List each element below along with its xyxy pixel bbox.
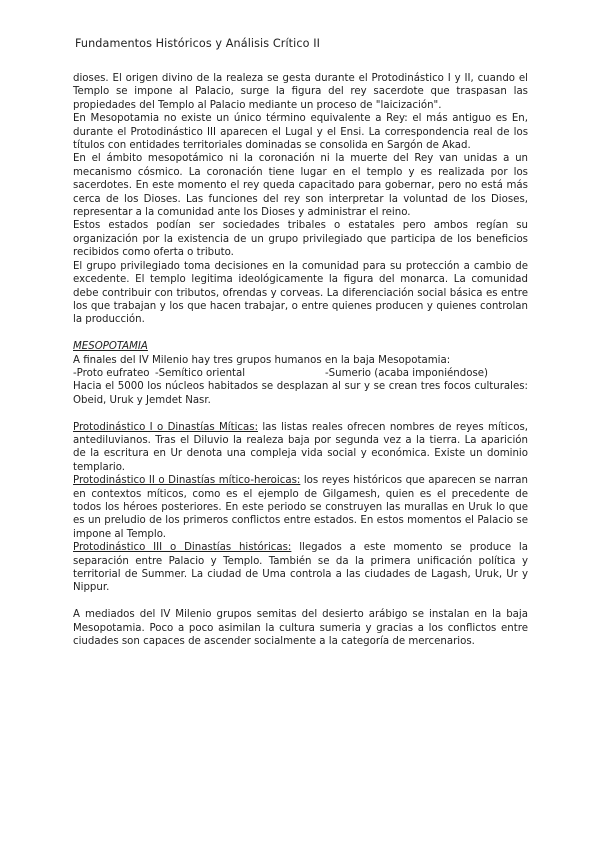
- period-text: llegados a este momento se produce la separación entre Palacio y Templo. También se da la primera unificación política y territorial de Summer. La ciudad de Uma controla a las ciudades de Lagash, Uruk, Ur y Nippur.: [73, 542, 528, 594]
- spacer: [73, 595, 528, 608]
- section-heading: [73, 340, 528, 353]
- period-paragraph: [73, 541, 528, 595]
- period-text: las listas reales ofrecen nombres de reyes míticos, antediluvianos. Tras el Diluvio la realeza baja por segunda vez a la tierra. La aparición de la escritura en Ur denota una compleja vida social y económica. Existe un dominio templario.: [73, 421, 528, 473]
- period-label: Protodinástico II o Dinastías mítico-heroicas:: [73, 475, 301, 487]
- paragraph: En Mesopotamia no existe un único término equivalente a Rey: el más antiguo es En, durante el Protodinástico III aparecen el Lugal y el Ensi. La correspondencia real de los títulos con entidades territoriales dominadas se consolida en Sargón de Akad.: [73, 113, 528, 152]
- group-item: -Sumerio (acaba imponiéndose): [325, 367, 489, 379]
- group-item: -Semítico oriental: [155, 367, 246, 379]
- paragraph: Estos estados podían ser sociedades tribales o estatales pero ambos regían su organización por la existencia de un grupo privilegiado que participa de los beneficios recibidos como oferta o tributo.: [73, 220, 528, 259]
- group-item: -Proto eufrateo: [73, 367, 150, 379]
- period-label: Protodinástico III o Dinastías históricas:: [73, 542, 292, 554]
- period-paragraph: [73, 474, 528, 541]
- period-paragraph: [73, 421, 528, 475]
- paragraph: El grupo privilegiado toma decisiones en la comunidad para su protección a cambio de excedente. El templo legitima ideológicamente la figura del monarca. La comunidad debe contribuir con tributos, ofrendas y corveas. La diferenciación social básica es entre los que trabajan y los que hacen trabajar, o entre quienes producen y quienes controlan la producción.: [73, 260, 528, 326]
- closing-paragraph: A mediados del IV Milenio grupos semitas del desierto arábigo se instalan en la baja Mesopotamia. Poco a poco asimilan la cultura sumeria y gracias a los conflictos entre ciudades son capaces de ascender socialmente a la categoría de mercenarios.: [73, 609, 528, 648]
- spacer: [73, 327, 528, 340]
- period-text: los reyes históricos que aparecen se narran en contextos míticos, como es el ejemplo de Gilgamesh, quien es el precedente de todos los héroes posteriores. En este periodo se construyen las murallas en Uruk lo que es un preludio de los primeros conflictos entre estados. En estos momentos el Palacio se impone al Templo.: [73, 475, 528, 540]
- section-heading-text: MESOPOTAMIA: [73, 341, 148, 353]
- spacer: [73, 407, 528, 420]
- paragraph: dioses. El origen divino de la realeza se gesta durante el Protodinástico I y II, cuando el Templo se impone al Palacio, surge la figura del rey sacerdote que traspasan las propiedades del Templo al Palacio mediante un proceso de "laicización".: [73, 73, 528, 111]
- paragraph: En el ámbito mesopotámico ni la coronación ni la muerte del Rey van unidas a un mecanismo cósmico. La coronación tiene lugar en el templo y es realizada por los sacerdotes. En este momento el rey queda capacitado para gobernar, pero no está más cerca de los Dioses. Las funciones del rey son interpretar la voluntad de los Dioses, representar a la comunidad ante los Dioses y administrar el reino.: [73, 153, 528, 219]
- section-after: Hacia el 5000 los núcleos habitados se desplazan al sur y se crean tres focos culturales: Obeid, Uruk y Jemdet Nasr.: [73, 381, 528, 406]
- section-intro: A finales del IV Milenio hay tres grupos humanos en la baja Mesopotamia:: [73, 354, 451, 366]
- page-header: Fundamentos Históricos y Análisis Crítico II: [75, 37, 320, 50]
- groups-row: [73, 367, 528, 380]
- document-body: [73, 72, 528, 648]
- period-label: Protodinástico I o Dinastías Míticas:: [73, 421, 259, 433]
